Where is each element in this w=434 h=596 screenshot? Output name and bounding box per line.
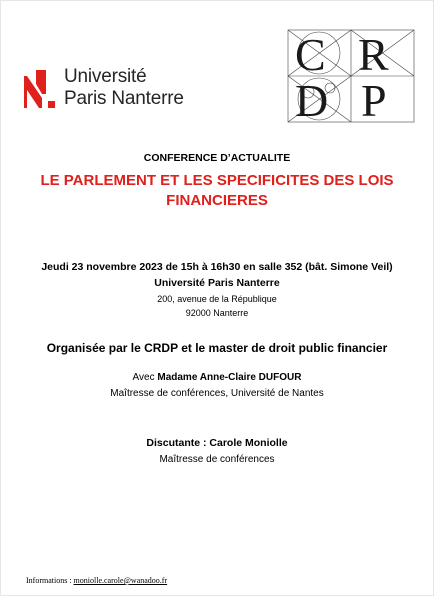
info-label: Informations :: [26, 576, 74, 585]
university-logo: [22, 62, 202, 114]
speaker-line: [0, 372, 434, 383]
organizer-line: Organisée par le CRDP et le master de droit public financier: [46, 341, 388, 355]
event-title-line1: LE PARLEMENT ET LES SPECIFICITES DES LOIS: [40, 172, 394, 189]
crdp-letter-r: R: [358, 29, 389, 80]
conference-label: CONFERENCE D’ACTUALITE: [143, 152, 291, 164]
event-title-line2: FINANCIERES: [166, 192, 268, 209]
info-footer: [26, 576, 167, 585]
university-name-line2: Paris Nanterre: [64, 88, 184, 109]
address-line2: 92000 Nanterre: [185, 308, 249, 318]
speaker-name: Madame Anne-Claire DUFOUR: [157, 372, 302, 383]
event-title: [0, 171, 434, 211]
crdp-letter-d: D: [295, 75, 329, 124]
crdp-letter-p: P: [361, 75, 387, 124]
university-mark-icon: [22, 68, 60, 110]
crdp-logo-icon: [286, 28, 416, 124]
university-name-line1: Université: [64, 66, 147, 87]
university-name: [64, 66, 184, 110]
crdp-letter-c: C: [295, 29, 326, 80]
discussant-line: Discutante : Carole Moniolle: [146, 437, 288, 449]
contact-email-link[interactable]: moniolle.carole@wanadoo.fr: [73, 576, 168, 585]
crdp-logo: [286, 28, 416, 124]
speaker-prefix: Avec: [132, 372, 158, 383]
address-line1: 200, avenue de la République: [157, 294, 277, 304]
event-venue: Université Paris Nanterre: [154, 277, 280, 289]
speaker-role: Maîtresse de conférences, Université de Nantes: [110, 388, 324, 399]
event-date: Jeudi 23 novembre 2023 de 15h à 16h30 en salle 352 (bât. Simone Veil): [41, 261, 393, 273]
discussant-role: Maîtresse de conférences: [159, 454, 275, 465]
